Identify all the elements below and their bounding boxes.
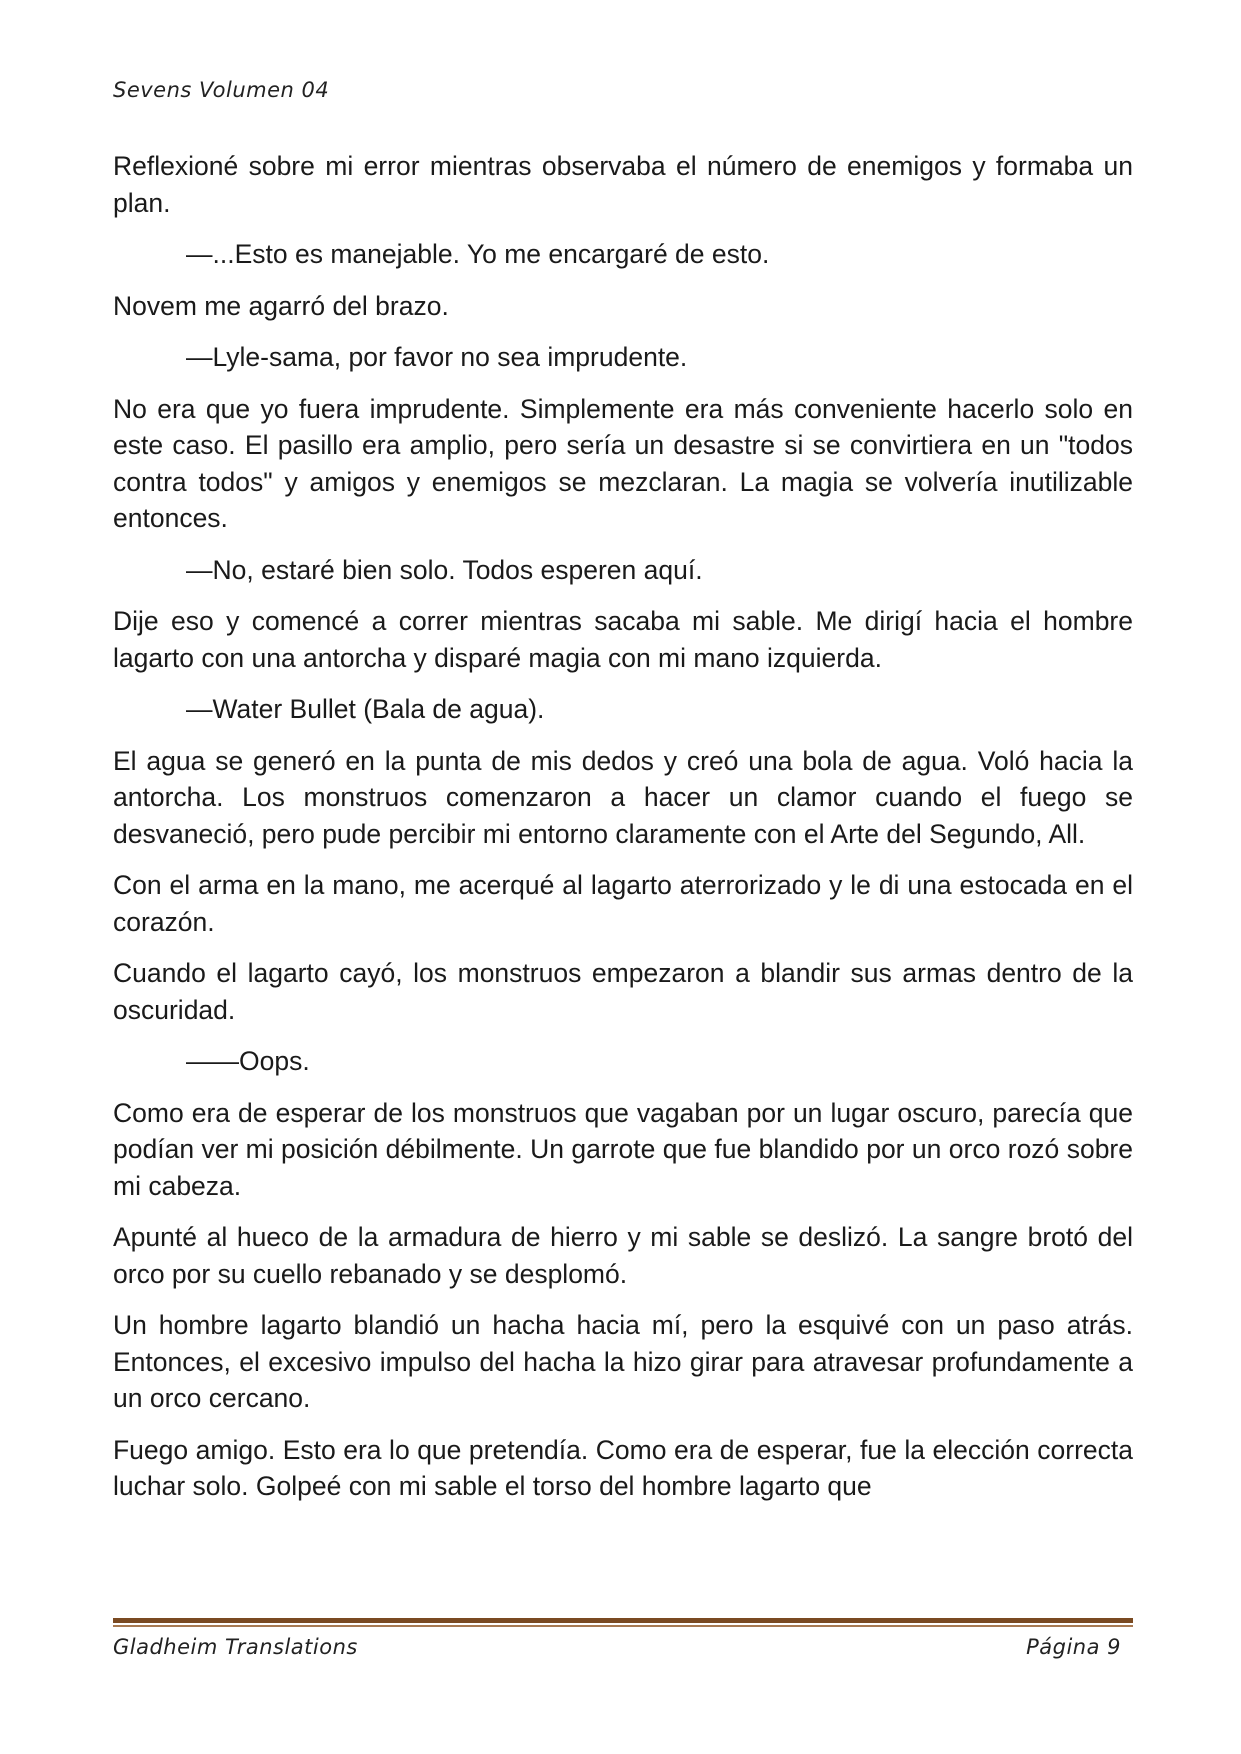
paragraph: Con el arma en la mano, me acerqué al lagarto aterrorizado y le di una estocada en el corazón. [113, 870, 1133, 937]
paragraph: Dije eso y comencé a correr mientras sacaba mi sable. Me dirigí hacia el hombre lagarto con una antorcha y disparé magia con mi mano izquierda. [113, 606, 1133, 673]
dialogue-line: ——Oops. [186, 1046, 310, 1076]
footer-divider-thin [113, 1625, 1133, 1627]
paragraph: Novem me agarró del brazo. [113, 290, 449, 321]
running-header: Sevens Volumen 04 [113, 78, 330, 102]
paragraph: Fuego amigo. Esto era lo que pretendía. Como era de esperar, fue la elección correcta luchar solo. Golpeé con mi sable el torso del hombre lagarto que [113, 1434, 1133, 1501]
footer-divider-thick [113, 1618, 1133, 1623]
dialogue-line: —No, estaré bien solo. Todos esperen aquí. [186, 554, 703, 585]
paragraph: Apunté al hueco de la armadura de hierro y mi sable se deslizó. La sangre brotó del orco por su cuello rebanado y se desplomó. [113, 1222, 1133, 1289]
dialogue-line: —...Esto es manejable. Yo me encargaré de esto. [186, 239, 770, 269]
paragraph: Cuando el lagarto cayó, los monstruos empezaron a blandir sus armas dentro de la oscuridad. [113, 958, 1133, 1025]
dialogue-line: —Water Bullet (Bala de agua). [186, 694, 545, 724]
paragraph: Un hombre lagarto blandió un hacha hacia mí, pero la esquivé con un paso atrás. Entonces, el excesivo impulso del hacha la hizo girar para atravesar profundamente a un orco cercano. [113, 1310, 1133, 1413]
paragraph: Reflexioné sobre mi error mientras observaba el número de enemigos y formaba un plan. [113, 151, 1133, 218]
body-text [113, 148, 1133, 1520]
footer-divider [113, 1618, 1133, 1628]
paragraph: El agua se generó en la punta de mis dedos y creó una bola de agua. Voló hacia la antorcha. Los monstruos comenzaron a hacer un clamor cuando el fuego se desvaneció, pero pude percibir mi entorno claramente con el Arte del Segundo, All. [113, 745, 1133, 849]
footer-publisher: Gladheim Translations [113, 1635, 358, 1659]
page-number: Página 9 [1026, 1635, 1121, 1659]
paragraph: No era que yo fuera imprudente. Simplemente era más conveniente hacerlo solo en este caso. El pasillo era amplio, pero sería un desastre si se convirtiera en un "todos contra todos" y amigos y enemigos se mezclaran. La magia se volvería inutilizable entonces. [113, 393, 1133, 533]
dialogue-line: —Lyle-sama, por favor no sea imprudente. [186, 342, 688, 372]
paragraph: Como era de esperar de los monstruos que vagaban por un lugar oscuro, parecía que podían ver mi posición débilmente. Un garrote que fue blandido por un orco rozó sobre mi cabeza. [113, 1097, 1133, 1201]
